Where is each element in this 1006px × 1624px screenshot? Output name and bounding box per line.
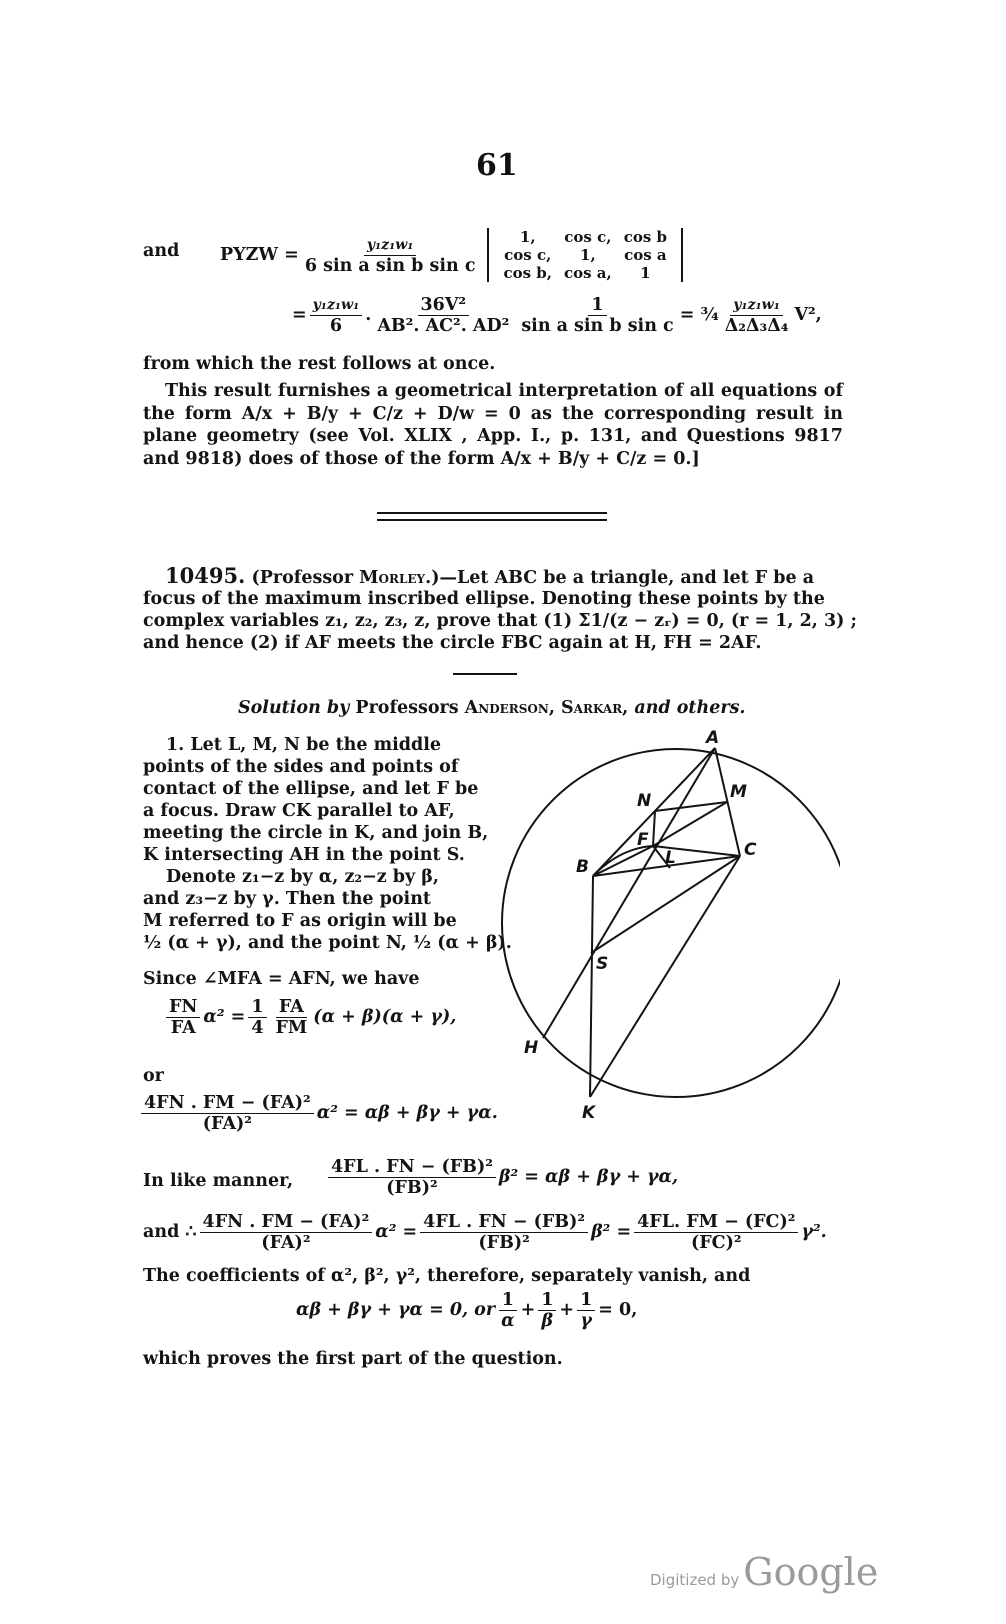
double-rule-bottom	[377, 519, 607, 521]
equals: =	[292, 305, 307, 326]
equals-three-quarters: = ¾	[679, 305, 719, 326]
label-k: K	[582, 1103, 596, 1123]
para2-line: ½ (α + γ), and the point N, ½ (α + β).	[143, 933, 512, 953]
denominator: (FA)²	[202, 1114, 252, 1134]
para1-line: K intersecting AH in the point S.	[143, 845, 465, 865]
equation-b	[138, 1093, 498, 1134]
det-cell: 1,	[519, 228, 536, 246]
title-plain: Professors	[349, 698, 465, 718]
equation-rhs: β² = αβ + βγ + γα,	[498, 1167, 679, 1188]
det-cell: 1	[640, 264, 651, 282]
fraction	[518, 295, 676, 336]
dot: .	[365, 305, 372, 326]
second-equation	[292, 295, 822, 336]
numerator: 1	[588, 295, 606, 316]
line-ck	[590, 856, 740, 1097]
numerator: 4FL. FM − (FC)²	[634, 1212, 798, 1233]
label-n: N	[637, 791, 652, 811]
det-cell: 1,	[580, 246, 596, 264]
fraction	[538, 1290, 556, 1331]
since-line: Since ∠MFA = AFN, we have	[143, 969, 420, 989]
v-squared: V²,	[794, 305, 822, 326]
digitized-by-text: Digitized by	[650, 1571, 740, 1589]
segment-fm	[653, 802, 727, 846]
denominator: FA	[170, 1018, 196, 1038]
label-m: M	[730, 782, 747, 802]
google-logo-text: Google	[743, 1550, 879, 1594]
para2-line: and z₃−z by γ. Then the point	[143, 889, 432, 909]
det-row	[497, 246, 673, 264]
para1-line: meeting the circle in K, and join B,	[143, 823, 489, 843]
det-cell: cos c,	[504, 246, 552, 264]
denominator: AB². AC². AD²	[377, 316, 510, 336]
denominator: (FB)²	[386, 1178, 438, 1198]
numerator: 36V²	[418, 295, 470, 316]
like-manner: In like manner,	[143, 1171, 294, 1191]
solution-title	[238, 697, 746, 720]
coefficients-line: The coefficients of α², β², γ², therefore, separately vanish, and	[143, 1266, 751, 1286]
fraction	[248, 997, 266, 1038]
equals-zero: = 0,	[598, 1300, 638, 1321]
para1-line: points of the sides and points of	[143, 757, 459, 777]
line-ah	[543, 748, 715, 1038]
question-text: .)—Let ABC be a triangle, and let F be a	[425, 568, 815, 588]
denominator: (FA)²	[261, 1233, 311, 1253]
det-row	[497, 228, 673, 246]
label-l: L	[665, 848, 676, 868]
denominator: 6	[329, 316, 343, 336]
denominator: 6 sin a sin b sin c	[304, 255, 476, 276]
det-row	[497, 264, 673, 282]
numerator: 1	[577, 1290, 595, 1311]
fraction	[328, 1157, 496, 1198]
label-f: F	[637, 830, 649, 850]
equation-e: αβ + βγ + γα = 0, or $\frac{1}{\alpha}$ + $\frac{1}{\beta}$ + $\frac{1}{\gamma}$ = 0,	[296, 1290, 638, 1331]
segment-nf	[653, 811, 655, 846]
segment-nm	[655, 802, 727, 811]
author-open: (Professor	[251, 568, 360, 588]
question-line-4: and hence (2) if AF meets the circle FBC again at H, FH = 2AF.	[143, 633, 762, 653]
alpha-term: α² =	[375, 1222, 418, 1243]
question-line-2: focus of the maximum inscribed ellipse. Denoting these points by the	[143, 589, 825, 609]
numerator: y₁z₁w₁	[310, 295, 363, 316]
para1-line: a focus. Draw CK parallel to AF,	[143, 801, 455, 821]
numerator: 1	[538, 1290, 556, 1311]
det-cell: cos a	[624, 246, 667, 264]
circumcircle-fbc	[502, 749, 840, 1097]
numerator: 1	[248, 997, 266, 1018]
fraction	[310, 295, 363, 336]
beta-term: β² =	[591, 1222, 632, 1243]
denominator: (FC)²	[690, 1233, 742, 1253]
segment-sc	[591, 856, 740, 953]
title-names: Anderson, Sarkar,	[464, 698, 629, 718]
fraction	[302, 235, 479, 276]
fraction	[498, 1290, 517, 1331]
question-line-1	[165, 565, 814, 590]
fraction	[166, 997, 200, 1038]
double-rule-top	[377, 512, 607, 514]
question-number: 10495.	[165, 563, 246, 588]
short-rule	[453, 673, 517, 675]
result-paragraph: This result furnishes a geometrical interpretation of all equations of the form A/x + B/y + C/z + D/w = 0 as the corresponding result in plane geometry (see Vol. XLIX , App. I., p. 131, and Questions 9817 and 9818) does of those of the form A/x + B/y + C/z = 0.]	[143, 381, 843, 469]
and-therefore: and ∴	[143, 1222, 197, 1243]
numerator: 4FL . FN − (FB)²	[328, 1157, 496, 1178]
para1-line: 1. Let L, M, N be the middle	[166, 735, 442, 755]
numerator: y₁z₁w₁	[730, 295, 783, 316]
det-cell: cos b,	[503, 264, 552, 282]
side-ac	[715, 748, 740, 856]
denominator: 4	[251, 1018, 264, 1038]
numerator: FN	[166, 997, 200, 1018]
numerator: FA	[276, 997, 307, 1018]
det-cell: cos c,	[564, 228, 612, 246]
label-h: H	[524, 1038, 539, 1058]
para2-line: M referred to F as origin will be	[143, 911, 457, 931]
numerator: 4FL . FN − (FB)²	[420, 1212, 588, 1233]
label-s: S	[596, 954, 609, 974]
line-bk	[590, 876, 593, 1097]
equation-d	[143, 1212, 827, 1253]
follows-line: from which the rest follows at once.	[143, 354, 496, 374]
equation-a	[163, 997, 456, 1038]
numerator: 4FN . FM − (FA)²	[200, 1212, 373, 1233]
fraction	[577, 1290, 595, 1331]
fraction	[141, 1093, 314, 1134]
denominator: FM	[275, 1018, 308, 1038]
title-italic: Solution by	[238, 698, 350, 718]
label-a: A	[706, 728, 720, 748]
gamma-term: γ².	[801, 1222, 827, 1243]
fraction	[374, 295, 512, 336]
equation-rhs: α² = αβ + βγ + γα.	[316, 1103, 498, 1124]
title-italic-2: and others.	[628, 698, 746, 718]
and-label: and	[143, 241, 180, 261]
label-c: C	[744, 840, 757, 860]
geometry-diagram	[500, 720, 840, 1140]
denominator: β	[541, 1311, 554, 1331]
numerator: 4FN . FM − (FA)²	[141, 1093, 314, 1114]
equation-c	[325, 1157, 678, 1198]
denominator: Δ₂Δ₃Δ₄	[724, 316, 789, 336]
page-number: 61	[476, 148, 518, 183]
fraction	[420, 1212, 588, 1253]
para1-line: contact of the ellipse, and let F be	[143, 779, 479, 799]
author-name: Morley	[359, 568, 426, 588]
fraction	[634, 1212, 798, 1253]
numerator: y₁z₁w₁	[364, 235, 417, 256]
pyzw-lhs: PYZW =	[220, 244, 299, 265]
para2-line: Denote z₁−z by α, z₂−z by β,	[166, 867, 439, 887]
det-cell: cos a,	[564, 264, 612, 282]
final-line: which proves the first part of the question.	[143, 1349, 563, 1369]
numerator: 1	[499, 1290, 517, 1311]
label-b: B	[576, 857, 589, 877]
question-line-3: complex variables z₁, z₂, z₃, z, prove that (1) Σ1/(z − zᵣ) = 0, (r = 1, 2, 3) ;	[143, 611, 857, 631]
product: (α + β)(α + γ),	[313, 1007, 457, 1028]
denominator: α	[501, 1311, 515, 1331]
pyzw-equation	[220, 228, 683, 282]
fraction	[200, 1212, 373, 1253]
denominator: sin a sin b sin c	[521, 316, 674, 336]
determinant	[487, 228, 683, 282]
det-cell: cos b	[623, 228, 668, 246]
alpha-squared: α² =	[203, 1007, 246, 1028]
or-label: or	[143, 1066, 164, 1086]
fraction	[273, 997, 311, 1038]
fraction	[722, 295, 792, 336]
sum-zero: αβ + βγ + γα = 0, or	[296, 1300, 496, 1321]
google-watermark	[650, 1550, 878, 1594]
denominator: γ	[580, 1311, 592, 1331]
denominator: (FB)²	[478, 1233, 530, 1253]
